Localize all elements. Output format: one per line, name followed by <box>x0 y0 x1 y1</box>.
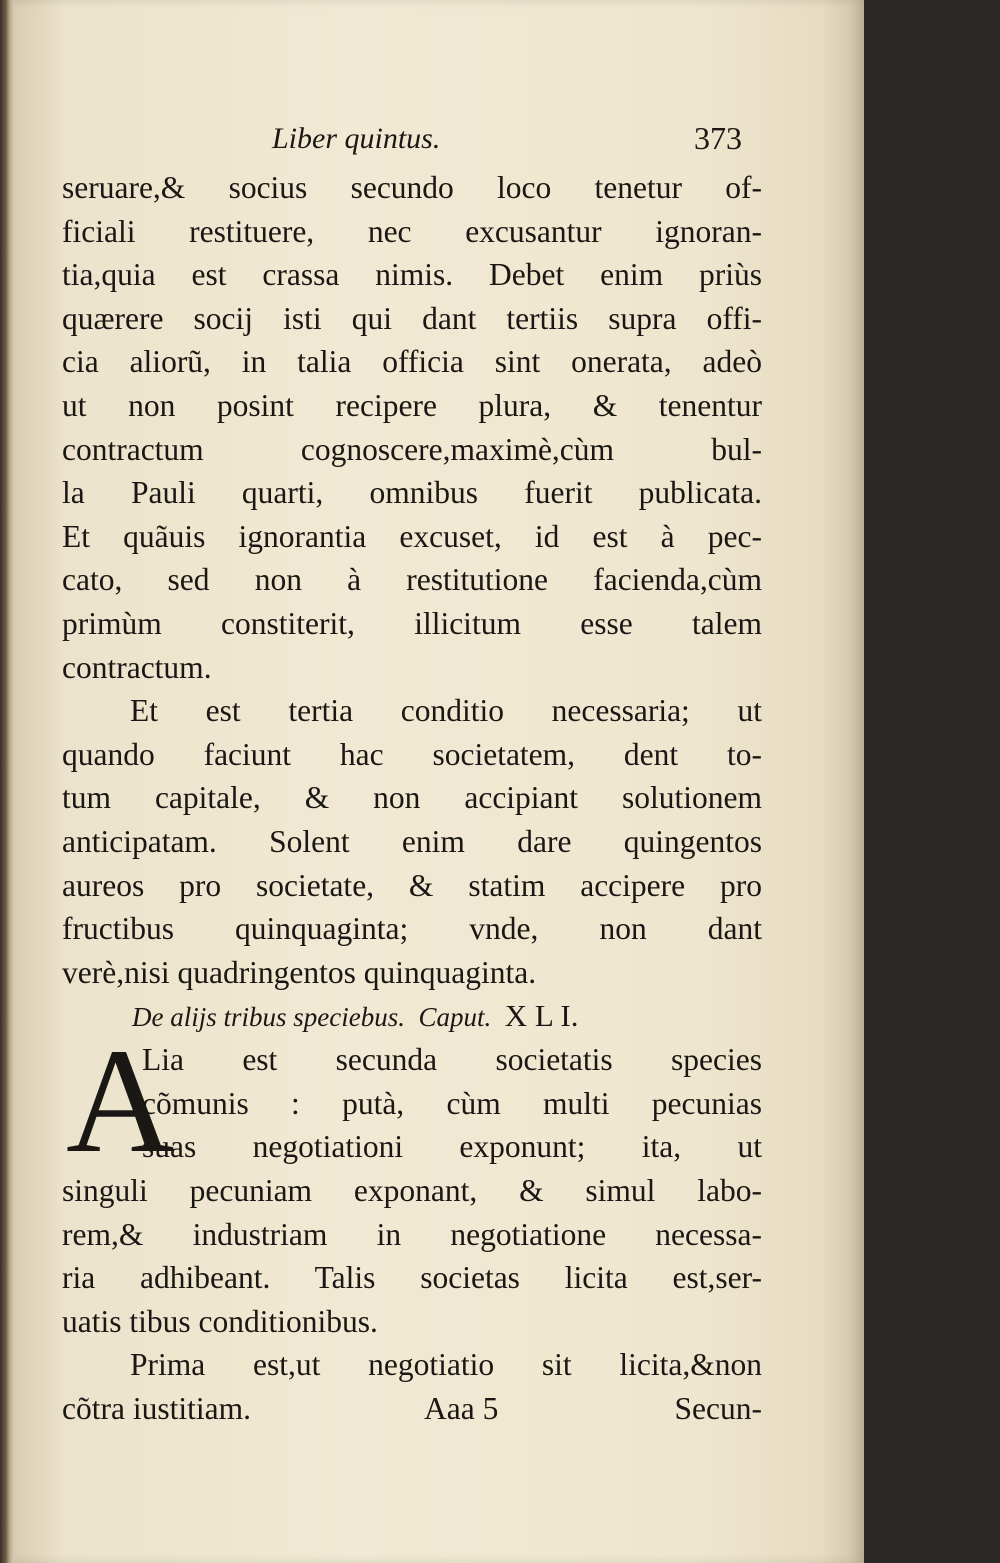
page-header <box>62 118 762 162</box>
paragraph-2 <box>62 689 762 994</box>
text-line: rem,& industriam in negotiatione necessa- <box>62 1216 762 1252</box>
text-line: singuli pecuniam exponant, & simul labo- <box>62 1173 762 1209</box>
text-line: primùm constiterit, illicitum esse talem <box>62 605 762 641</box>
paragraph-3 <box>62 1018 762 1343</box>
paragraph-1 <box>62 166 762 689</box>
page-footer <box>62 1387 762 1431</box>
text-line: tum capitale, & non accipiant solutionem <box>62 780 762 816</box>
text-line: Lia est secunda societatis species <box>142 1042 762 1078</box>
text-line: cia aliorũ, in talia officia sint onerata, adeò <box>62 344 762 380</box>
chapter-number: X L I. <box>504 998 579 1034</box>
text-line: cato, sed non à restitutione facienda,cùm <box>62 562 762 598</box>
text-line: Prima est,ut negotiatio sit licita,&non <box>130 1347 762 1383</box>
page-text-block <box>62 118 762 1431</box>
chapter-title: De alijs tribus speciebus. <box>132 1002 405 1033</box>
text-line: contractum. <box>62 649 212 685</box>
text-line: quærere socij isti qui dant tertiis supra offi- <box>62 300 762 336</box>
page-number: 373 <box>694 120 742 156</box>
book-page <box>14 0 864 1563</box>
text-line: Et est tertia conditio necessaria; ut <box>130 693 762 729</box>
text-line: tia,quia est crassa nimis. Debet enim priùs <box>62 257 762 293</box>
text-line: quando faciunt hac societatem, dent to- <box>62 736 762 772</box>
text-line: verè,nisi quadringentos quinquaginta. <box>62 954 537 990</box>
text-line: suas negotiationi exponunt; ita, ut <box>142 1129 762 1165</box>
text-line: Et quãuis ignorantia excuset, id est à pec- <box>62 518 762 554</box>
text-line: ria adhibeant. Talis societas licita est,ser- <box>62 1260 762 1296</box>
chapter-caput: Caput. <box>418 1002 492 1033</box>
text-line: fructibus quinquaginta; vnde, non dant <box>62 911 762 947</box>
footer-text: cõtra iustitiam. <box>62 1391 251 1427</box>
text-line: la Pauli quarti, omnibus fuerit publicata. <box>62 475 762 511</box>
catchword: Secun- <box>674 1391 762 1427</box>
background-right <box>864 0 1000 1563</box>
book-binding <box>0 0 14 1563</box>
drop-capital: A <box>66 1018 175 1185</box>
text-line: aureos pro societate, & statim accipere pro <box>62 867 762 903</box>
running-title: Liber quintus. <box>272 122 441 155</box>
text-line: ficiali restituere, nec excusantur ignoran- <box>62 213 762 249</box>
text-line: seruare,& socius secundo loco tenetur of- <box>62 170 762 205</box>
text-line: contractum cognoscere,maximè,cùm bul- <box>62 431 762 467</box>
signature-mark: Aaa 5 <box>424 1391 499 1427</box>
text-line: cõmunis : putà, cùm multi pecunias <box>142 1085 762 1121</box>
text-line: anticipatam. Solent enim dare quingentos <box>62 823 762 859</box>
paragraph-4 <box>62 1343 762 1387</box>
text-line: uatis tibus conditionibus. <box>62 1303 378 1339</box>
text-line: ut non posint recipere plura, & tenentur <box>62 387 762 423</box>
